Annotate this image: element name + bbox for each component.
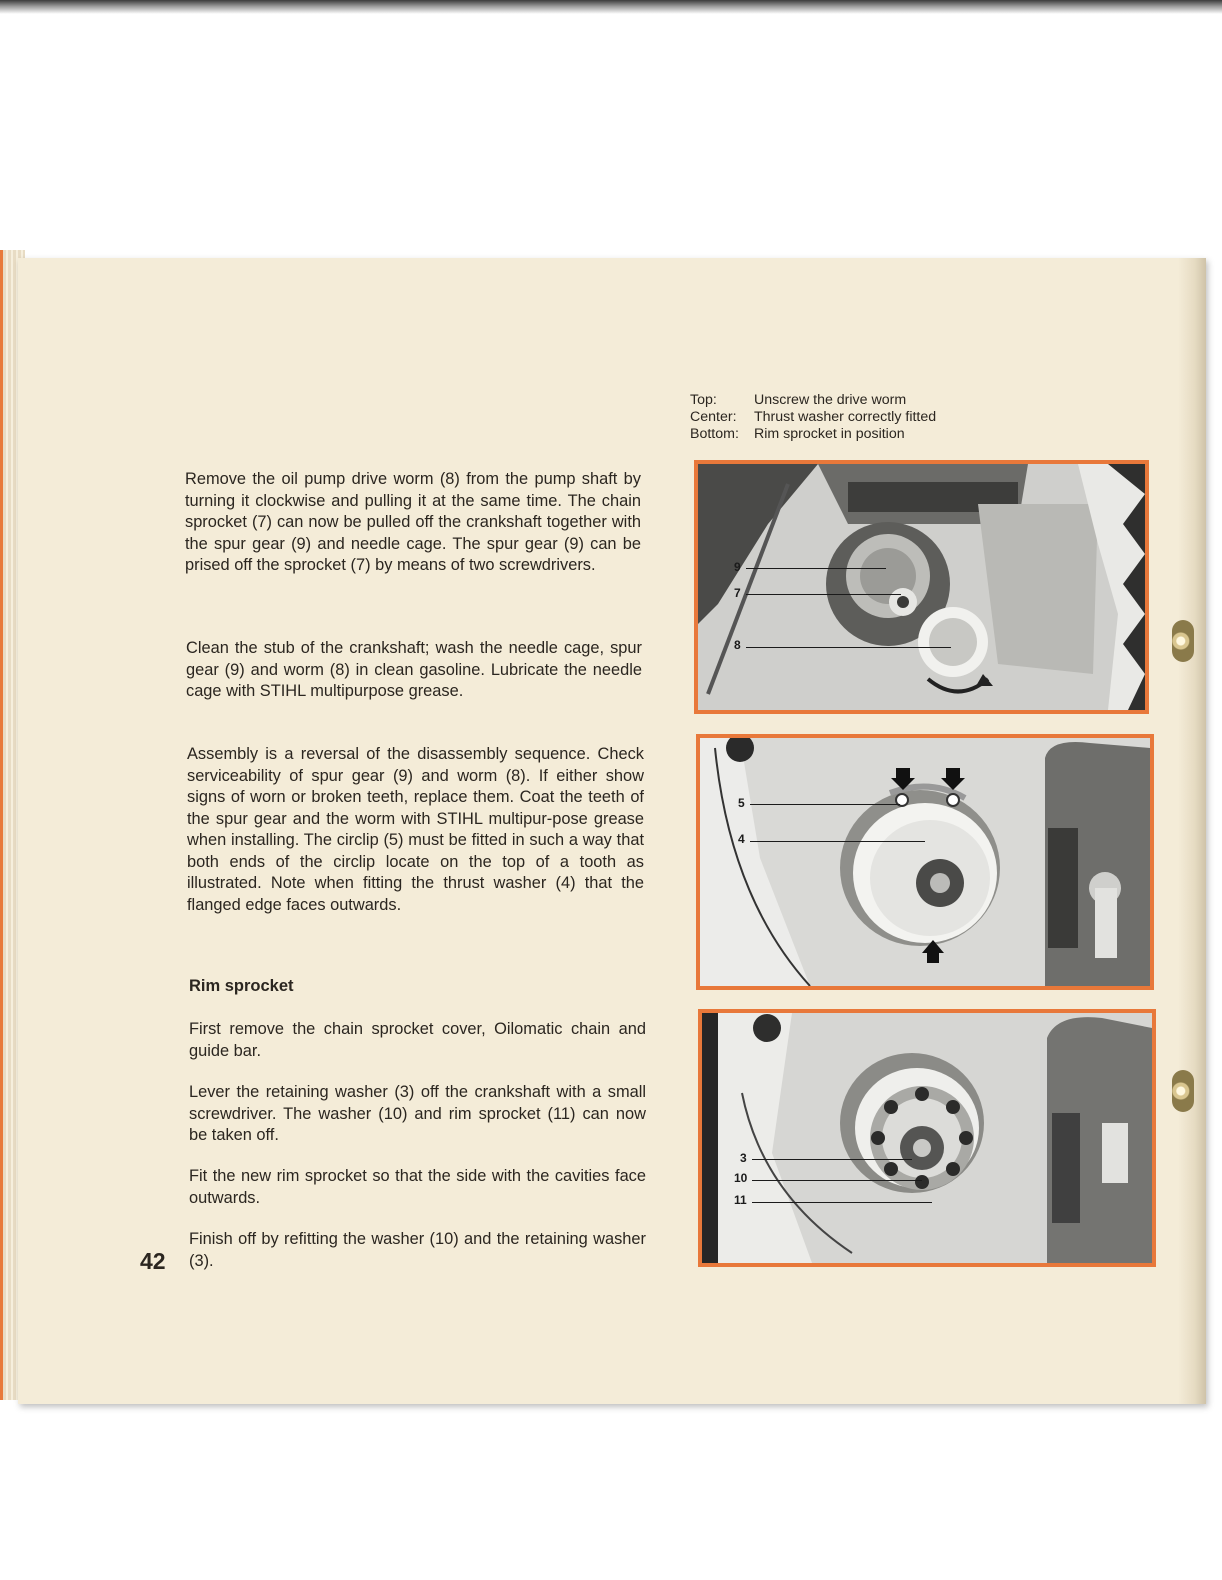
paragraph-assembly: Assembly is a reversal of the disassembly sequence. Check serviceability of spur gear (9) and worm (8). If either show signs of worn or broken teeth, replace them. Coat the teeth of the spur gear and the worm with STIHL multipur-pose grease when installing. The circlip (5) must be fitted in such a way that both ends of the circlip locate on the top of a tooth as illustrated. Note when fitting the thrust washer (4) that the flanged edge faces outwards. bbox=[187, 745, 644, 914]
figure-caption bbox=[690, 392, 936, 443]
photo-center-thrust-washer bbox=[696, 734, 1154, 990]
binder-ring-icon bbox=[1172, 1070, 1194, 1112]
paragraph-remove-worm: Remove the oil pump drive worm (8) from the pump shaft by turning it clockwise and pulling it at the same time. The chain sprocket (7) can now be pulled off the crankshaft together with the spur gear (9) and needle cage. The spur gear (9) can be prised off the sprocket (7) by means of two screwdrivers. bbox=[185, 470, 641, 574]
paragraph-refit-washer: Finish off by refitting the washer (10) and the retaining washer (3). bbox=[189, 1230, 646, 1270]
photo-top-drive-worm bbox=[694, 460, 1149, 714]
callout-label-4: 4 bbox=[738, 832, 745, 846]
callout-leader-4 bbox=[750, 841, 925, 842]
paragraph-clean-crankshaft: Clean the stub of the crankshaft; wash the needle cage, spur gear (9) and worm (8) in clean gasoline. Lubricate the needle cage with STIHL multipurpose grease. bbox=[186, 639, 642, 700]
callout-label-8: 8 bbox=[734, 638, 741, 652]
callout-label-5: 5 bbox=[738, 796, 745, 810]
callout-label-10: 10 bbox=[734, 1171, 748, 1185]
callout-label-3: 3 bbox=[740, 1151, 747, 1165]
callout-label-7: 7 bbox=[734, 586, 741, 600]
callout-leader-5 bbox=[750, 804, 900, 805]
callout-label-11: 11 bbox=[734, 1193, 747, 1207]
callout-leader-10 bbox=[752, 1180, 922, 1181]
callout-leader-11 bbox=[752, 1202, 932, 1203]
callout-leader-8 bbox=[746, 647, 951, 648]
callout-label-9: 9 bbox=[734, 560, 741, 574]
paragraph-lever-washer: Lever the retaining washer (3) off the crankshaft with a small screwdriver. The washer (10) and rim sprocket (11) can now be taken off. bbox=[189, 1083, 646, 1144]
photo-center-illustration bbox=[700, 738, 1150, 986]
caption-text-top: Unscrew the drive worm bbox=[754, 392, 907, 408]
caption-key-center: Center: bbox=[690, 409, 737, 425]
callout-leader-9 bbox=[746, 568, 886, 569]
callout-leader-3 bbox=[752, 1159, 912, 1160]
caption-text-bottom: Rim sprocket in position bbox=[754, 426, 905, 442]
page-number: 42 bbox=[140, 1248, 166, 1274]
page-right-edge bbox=[1178, 258, 1206, 1404]
photo-top-illustration bbox=[698, 464, 1145, 710]
caption-key-bottom: Bottom: bbox=[690, 426, 739, 442]
photo-bottom-illustration bbox=[702, 1013, 1152, 1263]
caption-text-center: Thrust washer correctly fitted bbox=[754, 409, 937, 425]
callout-leader-7 bbox=[746, 594, 901, 595]
binder-ring-icon bbox=[1172, 620, 1194, 662]
caption-key-top: Top: bbox=[690, 392, 717, 408]
paragraph-fit-sprocket: Fit the new rim sprocket so that the side with the cavities face outwards. bbox=[189, 1167, 646, 1207]
photo-bottom-rim-sprocket bbox=[698, 1009, 1156, 1267]
paragraph-remove-cover: First remove the chain sprocket cover, Oilomatic chain and guide bar. bbox=[189, 1020, 646, 1060]
scan-top-edge bbox=[0, 0, 1222, 14]
heading-rim-sprocket: Rim sprocket bbox=[189, 977, 294, 995]
